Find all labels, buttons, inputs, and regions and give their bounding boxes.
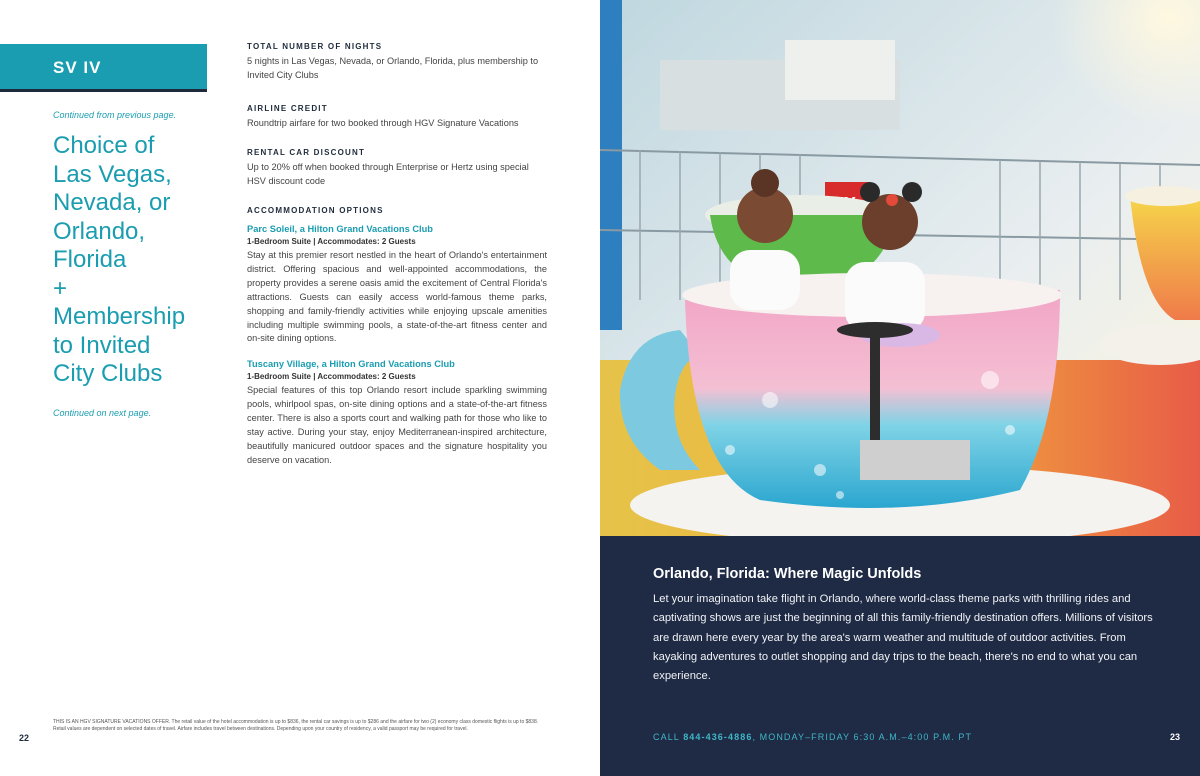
airline-section	[247, 104, 547, 130]
destination-description: Let your imagination take flight in Orlando, where world-class theme parks with thrilling rides and captivating shows are just the beginning of all this family-friendly destination offers. Millions of visitors are drawn here every year by the area's warm weather and multitude of outdoor activities. From kayaking adventures to outlet shopping and day trips to the beach, there's no end to what you can experience.	[653, 593, 1153, 683]
call-to-action	[653, 732, 972, 742]
teacup-ride-photo	[600, 0, 1200, 536]
photo-illustration	[600, 0, 1200, 536]
continued-from-note: Continued from previous page.	[53, 110, 177, 120]
property-room-info: 1-Bedroom Suite | Accommodates: 2 Guests	[247, 372, 416, 382]
nights-heading: TOTAL NUMBER OF NIGHTS	[247, 42, 383, 51]
car-section	[247, 148, 547, 188]
property-room-info: 1-Bedroom Suite | Accommodates: 2 Guests	[247, 237, 416, 246]
nights-text: 5 nights in Las Vegas, Nevada, or Orlando, Florida, plus membership to Invited City Clubs	[247, 56, 539, 80]
call-hours: , MONDAY–FRIDAY 6:30 A.M.–4:00 P.M. PT	[752, 732, 973, 742]
phone-number[interactable]: 844-436-4886	[683, 732, 753, 742]
section-tab	[0, 44, 207, 92]
title-line: +	[53, 274, 68, 302]
title-line: to Invited	[53, 331, 151, 359]
continued-next-note: Continued on next page.	[53, 408, 152, 418]
destination-title: Orlando, Florida: Where Magic Unfolds	[653, 566, 922, 582]
page-number-right: 23	[1169, 732, 1180, 742]
title-line: Orlando,	[53, 217, 146, 245]
legal-disclaimer: THIS IS AN HGV SIGNATURE VACATIONS OFFER. The retail value of the hotel accommodation is up to $836, the rental car savings is up to $286 and the airfare for two (2) economy class domestic flights is up to $838. Retail values are dependent on selected dates of travel. Airfare includes travel between destinations. Depending upon your country of residency, a valid passport may be required for travel.	[53, 719, 539, 732]
title-line: Las Vegas,	[53, 160, 172, 188]
accommodation-heading: ACCOMMODATION OPTIONS	[247, 206, 384, 215]
accommodation-section	[247, 206, 547, 468]
property-description: Stay at this premier resort nestled in the heart of Orlando's entertainment district. Offering spacious and well-appointed accommodations, the property provides a serene oasis amid the excitement of Central Florida's attractions. Guests can easily access world-famous theme parks, shopping and family-friendly activities while enjoying upscale amenities including multiple swimming pools, a state-of-the-art fitness center and on-site dining options.	[247, 250, 547, 344]
property-description: Special features of this top Orlando resort include sparkling swimming pools, whirlpool spas, on-site dining options and a state-of-the-art fitness center. There is also a sports court and walking path for those who like to stay active. During your stay, enjoy Mediterranean-inspired architecture, beautifully manicured outdoor spaces and the signature hospitality you deserve on vacation.	[247, 385, 547, 465]
call-prefix: CALL	[653, 732, 684, 742]
title-line: Nevada, or	[53, 189, 171, 216]
package-title	[53, 132, 213, 389]
page-number-left: 22	[19, 733, 30, 743]
property-name: Tuscany Village, a Hilton Grand Vacations Club	[247, 359, 455, 370]
nights-section	[247, 42, 547, 82]
airline-text: Roundtrip airfare for two booked through HGV Signature Vacations	[247, 118, 519, 128]
airline-heading: AIRLINE CREDIT	[247, 104, 328, 113]
title-line: City Clubs	[53, 360, 163, 387]
car-text: Up to 20% off when booked through Enterprise or Hertz using special HSV discount code	[247, 162, 529, 186]
title-line: Florida	[53, 246, 127, 273]
car-heading: RENTAL CAR DISCOUNT	[247, 148, 366, 157]
title-line: Membership	[53, 303, 186, 330]
destination-panel	[600, 536, 1200, 776]
title-line: Choice of	[53, 132, 155, 159]
section-tab-label: SV IV	[53, 58, 102, 77]
property-name: Parc Soleil, a Hilton Grand Vacations Club	[247, 224, 433, 234]
details-column	[247, 42, 547, 482]
